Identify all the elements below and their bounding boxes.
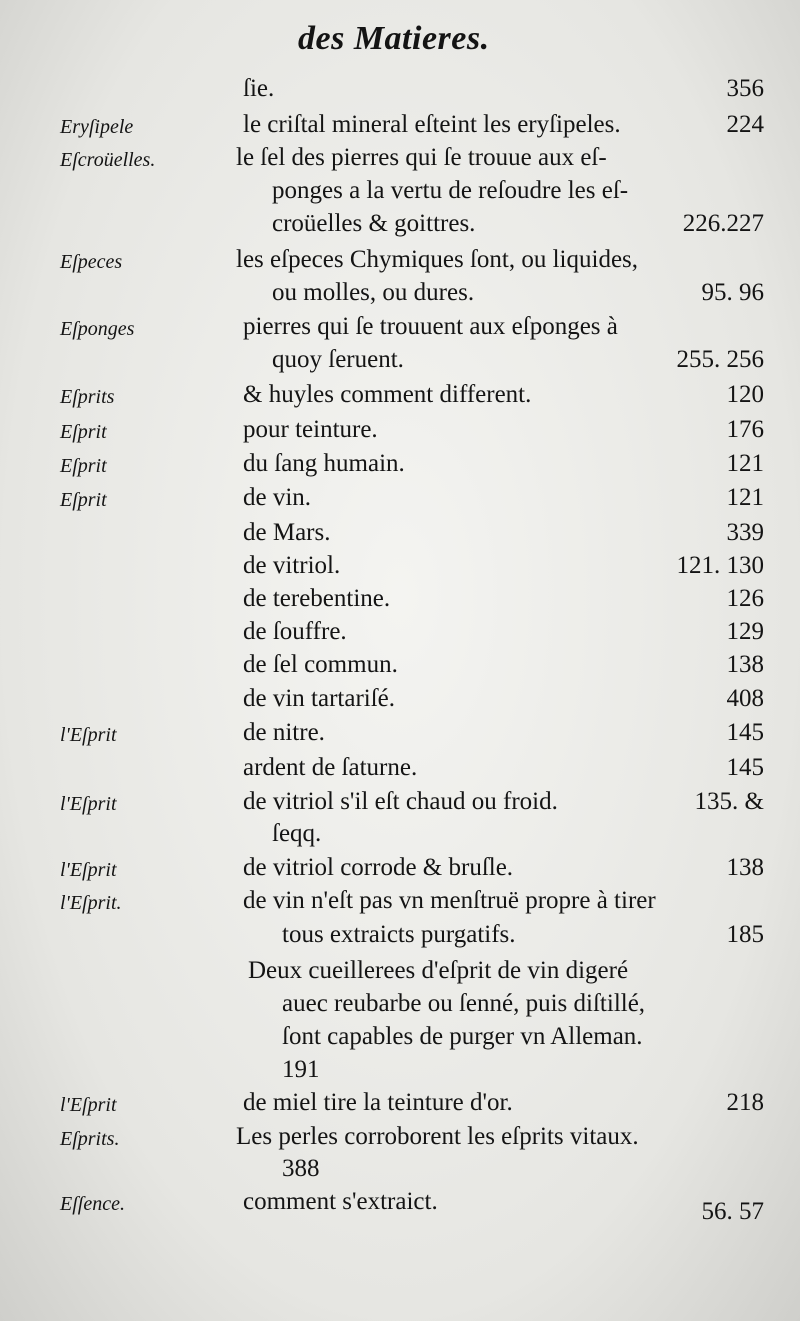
index-line	[0, 582, 800, 616]
index-line	[0, 987, 800, 1021]
index-line	[0, 141, 800, 175]
index-keyword: Eſprits	[60, 386, 115, 408]
entry-text: comment s'extraict.	[243, 1188, 438, 1215]
index-line	[0, 751, 800, 785]
page-reference: 138	[726, 651, 764, 678]
index-keyword: l'Eſprit.	[60, 892, 122, 914]
page-reference: 129	[726, 618, 764, 645]
entry-text: de vin tartariſé.	[243, 685, 396, 712]
index-line	[0, 343, 800, 377]
page-reference: 185	[726, 921, 764, 948]
entry-text: de ſouffre.	[243, 618, 347, 645]
index-line	[0, 884, 800, 918]
page-reference: 138	[726, 854, 764, 881]
index-line	[0, 276, 800, 310]
index-line	[0, 716, 800, 750]
index-line	[0, 207, 800, 241]
index-line	[0, 1020, 800, 1054]
entry-text: & huyles comment different.	[243, 381, 532, 408]
page-reference: 218	[726, 1089, 764, 1116]
index-keyword: Eryſipele	[60, 116, 134, 138]
index-line	[0, 648, 800, 682]
index-line	[0, 447, 800, 481]
entry-text: ſie.	[243, 75, 275, 102]
index-keyword: Eſprits.	[60, 1128, 120, 1150]
index-line	[0, 310, 800, 344]
page-header: des Matieres.	[298, 20, 490, 57]
index-keyword: Eſprit	[60, 489, 107, 511]
index-line	[0, 682, 800, 716]
index-line	[0, 174, 800, 208]
page-reference: 121	[726, 450, 764, 477]
entry-text: de ſel commun.	[243, 651, 398, 678]
index-keyword: Eſponges	[60, 318, 135, 340]
index-line	[0, 516, 800, 550]
entry-text: de vitriol corrode & bruſle.	[243, 854, 514, 881]
entry-text: de terebentine.	[243, 585, 391, 612]
index-line	[0, 549, 800, 583]
page-reference: 191	[282, 1056, 320, 1083]
entry-text: de miel tire la teinture d'or.	[243, 1089, 513, 1116]
index-line	[0, 1053, 800, 1087]
page-reference: 145	[726, 754, 764, 781]
entry-text: quoy ſeruent.	[272, 346, 404, 373]
index-keyword: l'Eſprit	[60, 1094, 117, 1116]
entry-text: pierres qui ſe trouuent aux eſponges à	[243, 313, 618, 340]
index-line	[0, 413, 800, 447]
entry-text: le criſtal mineral eſteint les eryſipeles.	[243, 111, 621, 138]
entry-text: pour teinture.	[243, 416, 378, 443]
index-keyword: Eſpeces	[60, 251, 123, 273]
page-reference: 226.227	[682, 210, 764, 237]
page-reference: 224	[726, 111, 764, 138]
entry-text: les eſpeces Chymiques ſont, ou liquides,	[236, 246, 639, 273]
page-reference: 126	[726, 585, 764, 612]
index-line	[0, 1152, 800, 1186]
index-line	[0, 378, 800, 412]
page-reference: 56. 57	[701, 1198, 764, 1225]
index-keyword: Eſſence.	[60, 1193, 125, 1215]
entry-text: ardent de ſaturne.	[243, 754, 418, 781]
page-reference: 388	[282, 1155, 320, 1182]
page-reference: 356	[726, 75, 764, 102]
index-line	[0, 615, 800, 649]
index-line	[0, 918, 800, 952]
index-line	[0, 1185, 800, 1225]
entry-text: auec reubarbe ou ſenné, puis diſtillé,	[282, 990, 646, 1017]
entry-text: croüelles & goittres.	[272, 210, 476, 237]
index-line	[0, 785, 800, 819]
page-reference: 176	[726, 416, 764, 443]
index-keyword: l'Eſprit	[60, 859, 117, 881]
index-line	[0, 851, 800, 885]
entry-text: Les perles corroborent les eſprits vitaux.	[236, 1123, 639, 1150]
page-reference: 95. 96	[701, 279, 764, 306]
index-keyword: Eſprit	[60, 421, 107, 443]
page-reference: 120	[726, 381, 764, 408]
entry-text: de vitriol s'il eſt chaud ou froid.	[243, 788, 558, 815]
entry-text: Deux cueillerees d'eſprit de vin digeré	[248, 957, 629, 984]
index-keyword: Eſprit	[60, 455, 107, 477]
index-line	[0, 108, 800, 142]
entry-text: ſont capables de purger vn Alleman.	[282, 1023, 643, 1050]
page-reference: 135. &	[694, 788, 764, 815]
page-reference: 145	[726, 719, 764, 746]
entry-text: de Mars.	[243, 519, 331, 546]
entry-text: de vin n'eſt pas vn menſtruë propre à tirer	[243, 887, 656, 914]
index-keyword: l'Eſprit	[60, 793, 117, 815]
index-line	[0, 954, 800, 988]
entry-text: de vin.	[243, 484, 312, 511]
index-keyword: l'Eſprit	[60, 724, 117, 746]
page-reference: 339	[726, 519, 764, 546]
index-line	[0, 243, 800, 277]
page-reference: 255. 256	[676, 346, 764, 373]
page-reference: 408	[726, 685, 764, 712]
page-reference: 121	[726, 484, 764, 511]
entry-text: le ſel des pierres qui ſe trouue aux eſ-	[236, 144, 607, 171]
index-line	[0, 1086, 800, 1120]
index-line	[0, 1120, 800, 1154]
index-line	[0, 817, 800, 851]
index-line	[0, 72, 800, 106]
entry-text: ou molles, ou dures.	[272, 279, 475, 306]
entry-text: de nitre.	[243, 719, 325, 746]
entry-text: tous extraicts purgatifs.	[282, 921, 516, 948]
entry-text: du ſang humain.	[243, 450, 405, 477]
entry-text: ponges a la vertu de reſoudre les eſ-	[272, 177, 629, 204]
index-keyword: Eſcroüelles.	[60, 149, 156, 171]
index-line	[0, 481, 800, 515]
entry-text: ſeqq.	[272, 820, 322, 847]
entry-text: de vitriol.	[243, 552, 341, 579]
page-reference: 121. 130	[676, 552, 764, 579]
